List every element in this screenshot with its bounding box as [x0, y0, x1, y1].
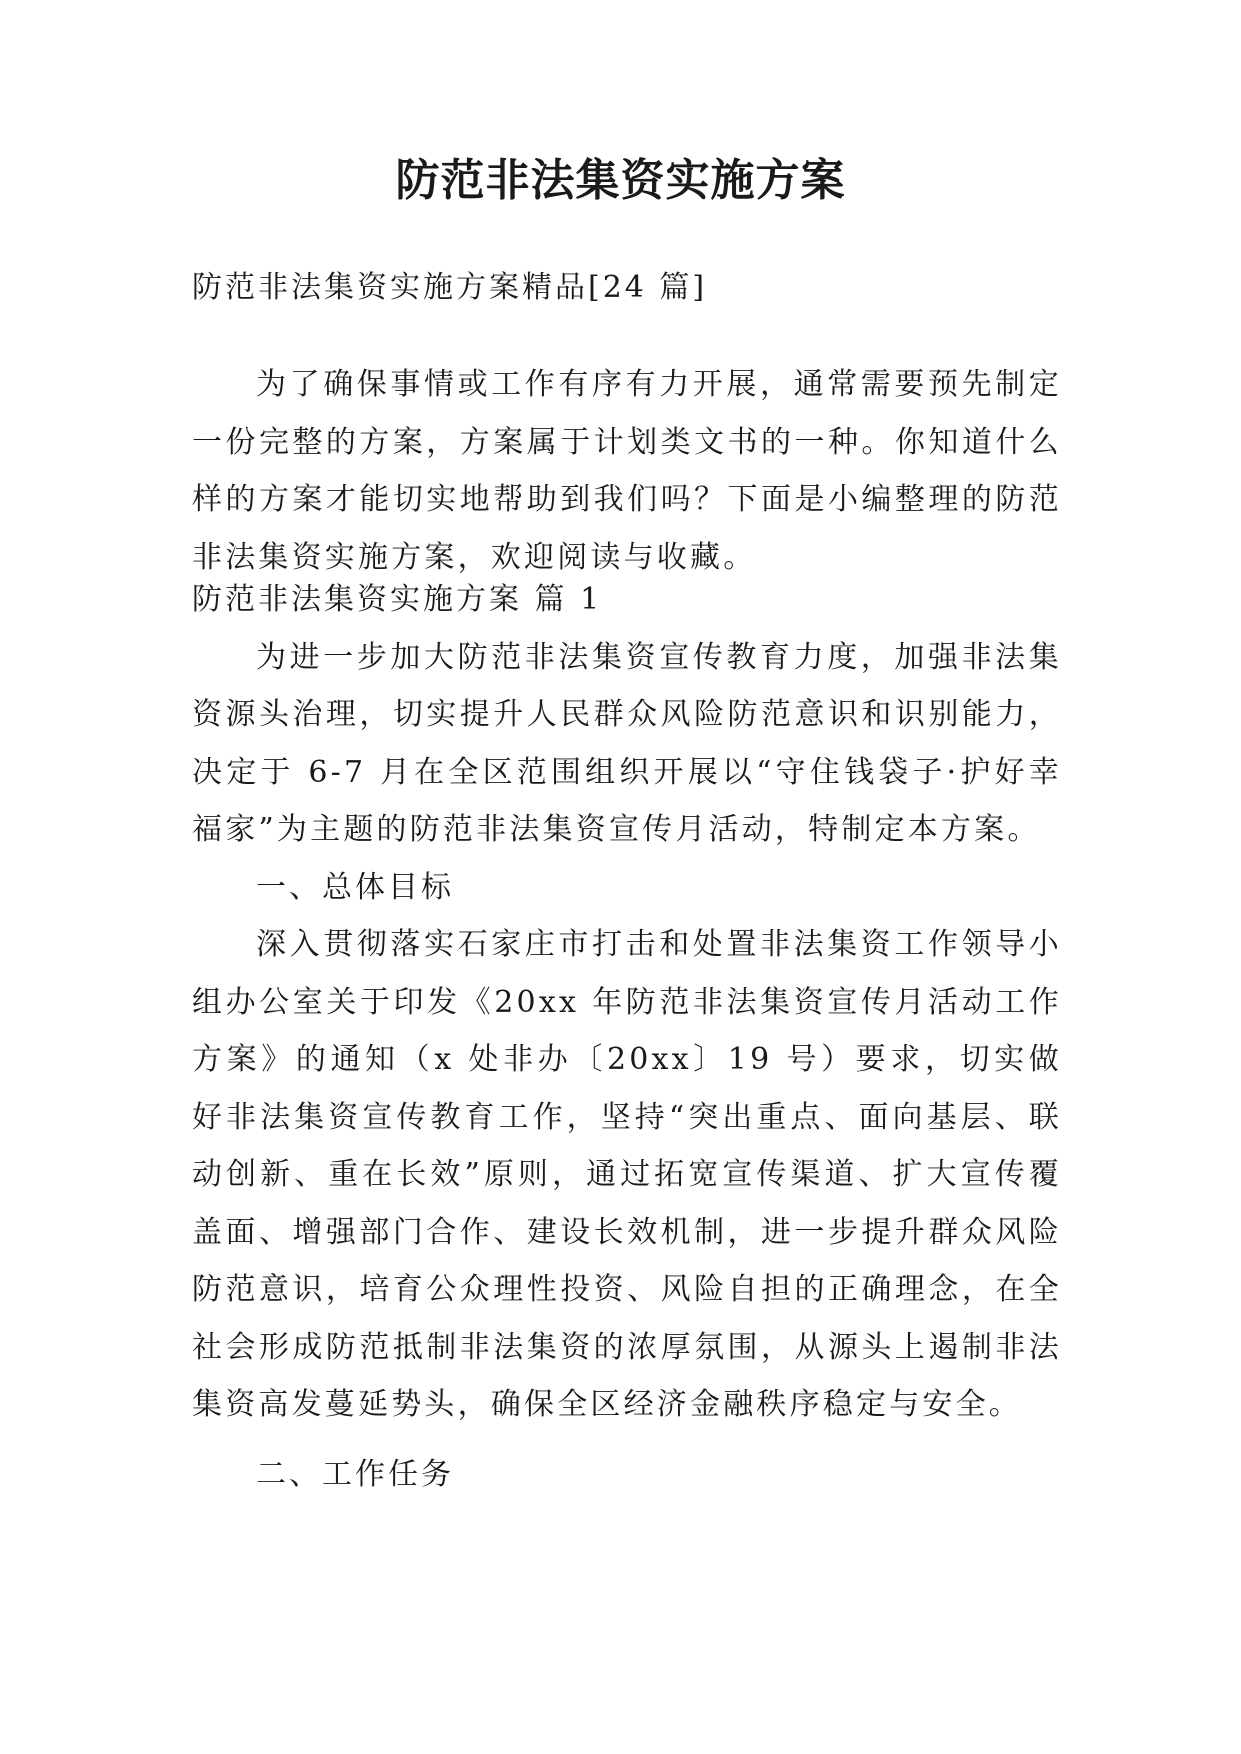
intro-block [192, 356, 1062, 586]
heading-work-tasks: 二、工作任务 [256, 1456, 454, 1492]
intro-paragraph: 为了确保事情或工作有序有力开展，通常需要预先制定一份完整的方案，方案属于计划类文书的一种。你知道什么样的方案才能切实地帮助到我们吗？下面是小编整理的防范非法集资实施方案，欢迎阅读与收藏。 [192, 367, 1062, 575]
section-label: 防范非法集资实施方案 篇 1 [192, 582, 603, 617]
heading-overall-goal: 一、总体目标 [256, 869, 454, 905]
document-subtitle: 防范非法集资实施方案精品[24 篇] [192, 270, 708, 305]
section-paragraph: 为进一步加大防范非法集资宣传教育力度，加强非法集资源头治理，切实提升人民群众风险防范意识和识别能力，决定于 6-7 月在全区范围组织开展以“守住钱袋子·护好幸福家”为主题的防范非法集资宣传月活动，特制定本方案。 [192, 639, 1062, 847]
section-1-block [192, 571, 1062, 1503]
document-title: 防范非法集资实施方案 [395, 155, 846, 206]
goal-paragraph: 深入贯彻落实石家庄市打击和处置非法集资工作领导小组办公室关于印发《20xx 年防范非法集资宣传月活动工作方案》的通知（x 处非办〔20xx〕19 号）要求，切实做好非法集资宣传教育工作，坚持“突出重点、面向基层、联动创新、重在长效”原则，通过拓宽宣传渠道、扩大宣传覆盖面、增强部门合作、建设长效机制，进一步提升群众风险防范意识，培育公众理性投资、风险自担的正确理念，在全社会形成防范抵制非法集资的浓厚氛围，从源头上遏制非法集资高发蔓延势头，确保全区经济金融秩序稳定与安全。 [192, 927, 1062, 1422]
